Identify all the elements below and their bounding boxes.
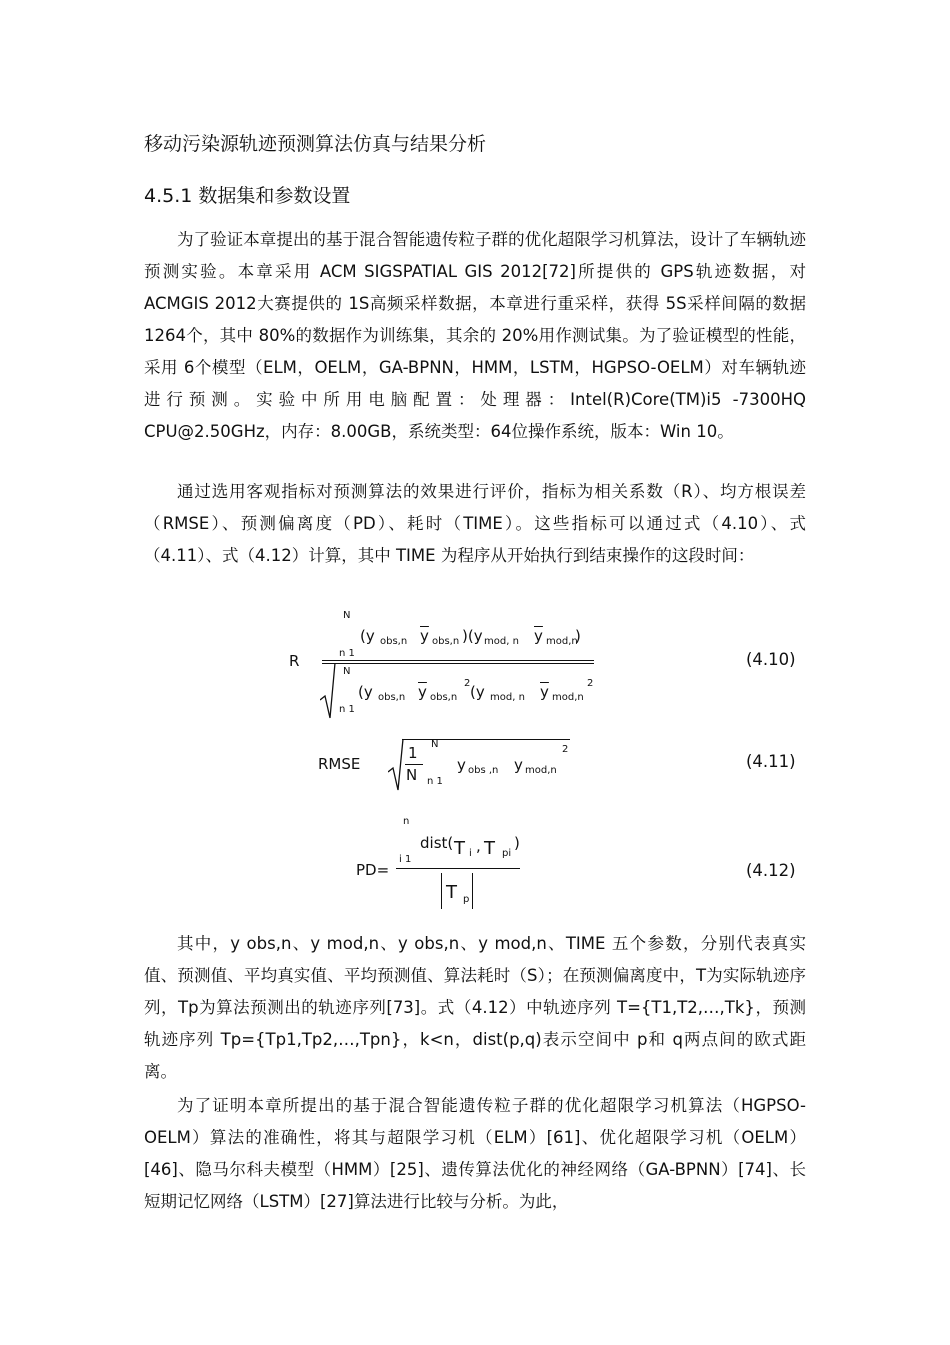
eq3-abs-left xyxy=(441,873,442,909)
eq2-sum-top: N xyxy=(431,739,439,750)
eq1-sqrt-icon xyxy=(320,662,336,720)
eq1-den-sub1: obs,n xyxy=(378,692,406,703)
eq1-num-sub1: obs,n xyxy=(380,636,408,647)
eq2-y2: y xyxy=(514,756,523,774)
eq3-num-dist: dist( xyxy=(420,834,454,852)
eq1-sum-top: N xyxy=(343,610,351,621)
eq2-sqrt-bar xyxy=(402,739,570,740)
eq1-num-sub2: obs,n xyxy=(432,636,460,647)
eq3-lhs: PD= xyxy=(356,861,390,879)
paragraph-1-text: 为了验证本章提出的基于混合智能遗传粒子群的优化超限学习机算法，设计了车辆轨迹预测实验。本章采用 ACM SIGSPATIAL GIS 2012[72]所提供的 GPS轨迹数据，对 ACMGIS 2012大赛提供的 1S高频采样数据，本章进行重采样，获得 5S采样间隔的数据 1264个，其中 80%的数据作为训练集，其余的 20%用作测试集。为了验证模型的性能，采用 6个模型（ELM，OELM，GA-BPNN，HMM，LSTM，HGPSO-OELM）对车辆轨迹进行预测。实验中所用电脑配置：处理器：Intel(R)Core(TM)i5 -7300HQ CPU@2.50GHz，内存：8.00GB，系统类型：64位操作系统，版本：Win 10。 xyxy=(144,230,806,441)
eq3-den-sub: p xyxy=(463,894,470,905)
eq3-number: (4.12) xyxy=(746,861,796,880)
eq1-lhs: R xyxy=(289,652,300,670)
eq1-den-ybar2: $\overline{y}$ xyxy=(540,683,549,701)
eq3-t2: T xyxy=(484,838,495,859)
eq2-sum-bottom: n 1 xyxy=(427,776,443,787)
eq2-y1: y xyxy=(457,756,466,774)
eq1-num-mid: )(y xyxy=(462,627,483,645)
eq2-frac-bar xyxy=(405,764,423,765)
paragraph-2 xyxy=(144,476,806,572)
eq1-num-sub4: mod,n xyxy=(546,636,578,647)
eq1-den-ybar1: $\overline{y}$ xyxy=(418,683,427,701)
eq3-fraction-bar xyxy=(396,868,520,869)
eq1-sqrt-bar xyxy=(322,663,594,664)
eq1-den-pow2: 2 xyxy=(587,678,594,689)
eq3-den: T xyxy=(446,882,457,903)
subsection-title: 4.5.1 数据集和参数设置 xyxy=(144,185,351,207)
eq2-sqrt-icon xyxy=(388,736,404,792)
eq1-den-pow1: 2 xyxy=(464,678,471,689)
eq1-num-ybar1: $\overline{y}$ xyxy=(420,627,429,645)
eq3-abs-right xyxy=(472,873,473,909)
eq1-den-sub4: mod,n xyxy=(552,692,584,703)
eq1-number: (4.10) xyxy=(746,650,796,669)
eq1-den-open2: (y xyxy=(470,683,485,701)
equation-4-12 xyxy=(0,810,950,920)
eq1-fraction-bar xyxy=(322,660,594,661)
eq1-den-sum-bottom: n 1 xyxy=(339,704,355,715)
eq3-sub2: pi xyxy=(502,848,512,859)
eq1-den-sub3: mod, n xyxy=(490,692,525,703)
eq2-frac-den: N xyxy=(406,766,418,784)
equation-4-10 xyxy=(0,600,950,720)
eq2-sub1: obs ,n xyxy=(468,765,499,776)
eq1-den-open1: (y xyxy=(358,683,373,701)
eq2-pow: 2 xyxy=(562,744,569,755)
eq3-sub1: i xyxy=(469,848,472,859)
paragraph-2-text: 通过选用客观指标对预测算法的效果进行评价，指标为相关系数（R）、均方根误差（RMSE）、预测偏离度（PD）、耗时（TIME）。这些指标可以通过式（4.10）、式（4.11）、式（4.12）计算，其中 TIME 为程序从开始执行到结束操作的这段时间： xyxy=(144,482,806,565)
eq1-num-ybar2: $\overline{y}$ xyxy=(534,627,543,645)
eq1-den-sub2: obs,n xyxy=(430,692,458,703)
eq3-comma: , xyxy=(476,837,481,855)
eq3-sum-bottom: i 1 xyxy=(399,854,412,865)
eq1-num-sub3: mod, n xyxy=(484,636,519,647)
section-title: 移动污染源轨迹预测算法仿真与结果分析 xyxy=(144,133,487,155)
eq3-close: ) xyxy=(514,834,520,852)
eq3-t1: T xyxy=(454,838,465,859)
eq1-sum-bottom: n 1 xyxy=(339,648,355,659)
eq2-frac-num: 1 xyxy=(408,744,418,762)
eq3-sum-top: n xyxy=(403,816,410,827)
eq1-den-sum-top: N xyxy=(343,666,351,677)
paragraph-1 xyxy=(144,224,806,448)
paragraph-4-text: 为了证明本章所提出的基于混合智能遗传粒子群的优化超限学习机算法（HGPSO-OELM）算法的准确性，将其与超限学习机（ELM）[61]、优化超限学习机（OELM）[46]、隐马尔科夫模型（HMM）[25]、遗传算法优化的神经网络（GA-BPNN）[74]、长短期记忆网络（LSTM）[27]算法进行比较与分析。为此， xyxy=(144,1096,806,1211)
eq2-sub2: mod,n xyxy=(525,765,557,776)
paragraph-3 xyxy=(144,928,806,1088)
eq2-number: (4.11) xyxy=(746,752,796,771)
paragraph-4 xyxy=(144,1090,806,1218)
eq1-num-close: ) xyxy=(575,627,581,645)
eq2-lhs: RMSE xyxy=(318,755,361,773)
equation-4-11 xyxy=(0,730,950,800)
paragraph-3-text: 其中，y obs,n、y mod,n、y obs,n、y mod,n、TIME 五个参数，分别代表真实值、预测值、平均真实值、平均预测值、算法耗时（S）；在预测偏离度中，T为实际轨迹序列，Tp为算法预测出的轨迹序列[73]。式（4.12）中轨迹序列 T={T1,T2,…,Tk}，预测轨迹序列 Tp={Tp1,Tp2,…,Tpn}，k<n，dist(p,q)表示空间中 p和 q两点间的欧式距离。 xyxy=(144,934,806,1081)
eq1-num-open: (y xyxy=(360,627,375,645)
